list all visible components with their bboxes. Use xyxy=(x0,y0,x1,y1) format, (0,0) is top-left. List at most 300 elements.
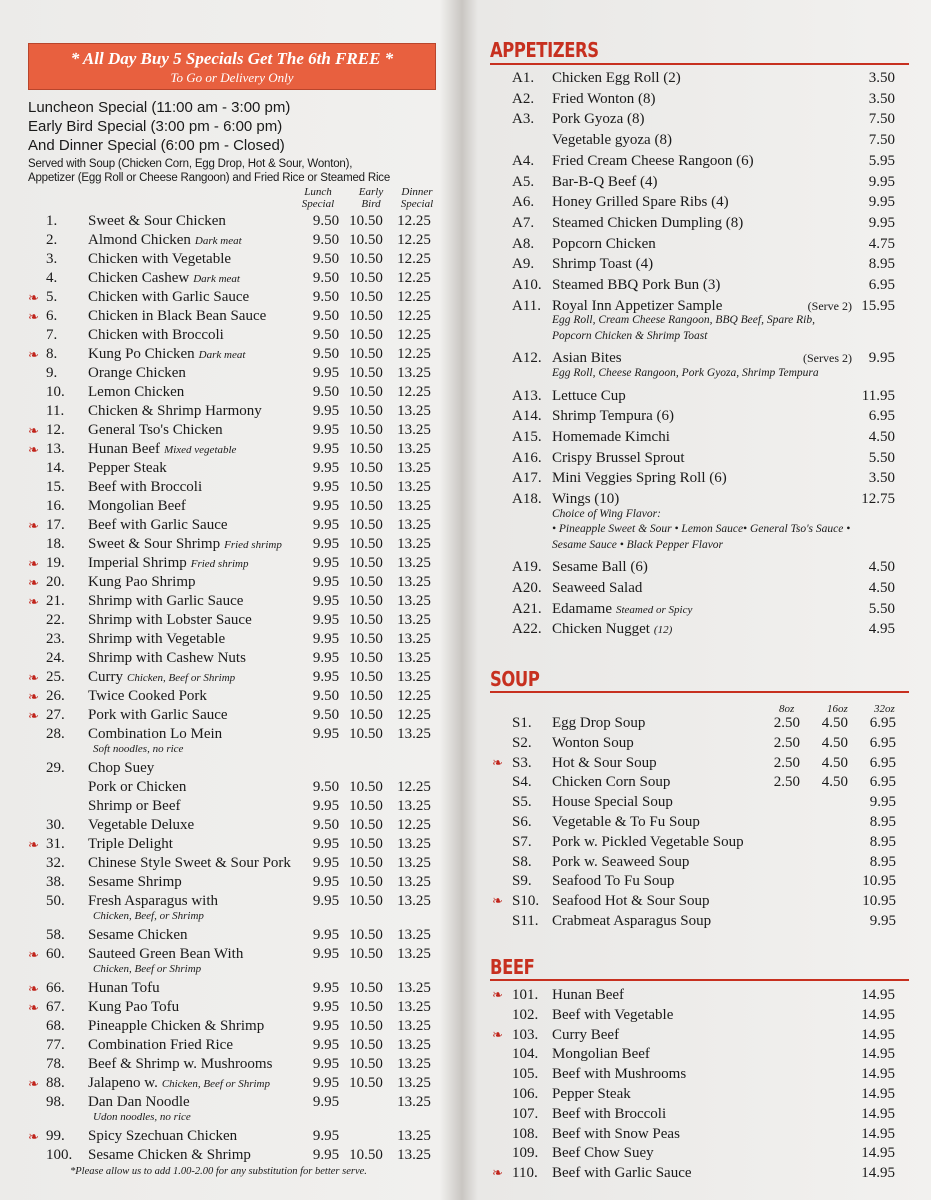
appetizer-price: 4.95 xyxy=(868,621,895,638)
appetizer-name xyxy=(552,109,644,129)
special-name xyxy=(88,998,179,1017)
special-number: 26. xyxy=(46,688,65,704)
early-bird-price: 10.50 xyxy=(349,980,383,996)
lunch-price: 9.95 xyxy=(312,574,340,590)
special-name xyxy=(88,1093,190,1112)
special-name xyxy=(88,778,186,797)
lunch-price: 9.95 xyxy=(312,946,340,962)
special-number: 15. xyxy=(46,479,65,495)
chili-pepper-icon: ❧ xyxy=(28,981,39,996)
lunch-price: 9.95 xyxy=(312,612,340,628)
appetizer-name xyxy=(552,468,727,488)
early-bird-price: 10.50 xyxy=(349,346,383,362)
chili-pepper-icon: ❧ xyxy=(492,754,503,770)
early-bird-price: 10.50 xyxy=(349,384,383,400)
beef-number: 103. xyxy=(512,1026,539,1043)
dinner-price: 13.25 xyxy=(397,1018,431,1034)
special-name xyxy=(88,383,184,402)
special-row xyxy=(0,1036,462,1055)
served-with-note xyxy=(28,157,390,185)
beef-price: 14.95 xyxy=(861,1046,895,1063)
special-number: 58. xyxy=(46,927,65,943)
special-name xyxy=(88,1017,264,1036)
beef-rule xyxy=(490,979,909,981)
promo-subtitle: To Go or Delivery Only xyxy=(170,70,294,85)
appetizer-price: 4.50 xyxy=(868,429,895,445)
special-row xyxy=(0,459,462,478)
early-bird-price: 10.50 xyxy=(349,365,383,381)
chili-pepper-icon: ❧ xyxy=(28,442,39,457)
serve-count: (Serve 2) xyxy=(807,298,852,313)
special-row xyxy=(0,478,462,497)
price-32oz: 8.95 xyxy=(869,814,896,830)
dinner-price: 12.25 xyxy=(397,213,431,229)
appetizer-name xyxy=(552,406,674,426)
early-bird-price: 10.50 xyxy=(349,836,383,852)
special-row xyxy=(0,383,462,402)
special-name-text: Sesame Shrimp xyxy=(88,874,182,890)
served-line-1: Served with Soup (Chicken Corn, Egg Drop, Hot & Sour, Wonton), xyxy=(28,158,353,170)
appetizer-name-text: Crispy Brussel Sprout xyxy=(552,449,685,466)
special-name xyxy=(88,592,243,611)
early-bird-price: 10.50 xyxy=(349,251,383,267)
appetizer-row xyxy=(478,619,918,639)
chili-pepper-icon: ❧ xyxy=(28,837,39,852)
special-number: 29. xyxy=(46,760,65,776)
lunch-price: 9.95 xyxy=(312,1037,340,1053)
early-bird-price: 10.50 xyxy=(349,498,383,514)
early-bird-price: 10.50 xyxy=(349,612,383,628)
soup-title: SOUP xyxy=(490,667,540,691)
early-bird-price: 10.50 xyxy=(349,479,383,495)
appetizer-name xyxy=(552,192,729,212)
dinner-price: 13.25 xyxy=(397,536,431,552)
chili-pepper-icon: ❧ xyxy=(28,518,39,533)
special-number: 50. xyxy=(46,893,65,909)
dinner-price: 13.25 xyxy=(397,422,431,438)
lunch-price: 9.95 xyxy=(312,999,340,1015)
early-bird-price: 10.50 xyxy=(349,1037,383,1053)
appetizer-name-text: Fried Cream Cheese Rangoon (6) xyxy=(552,152,754,169)
appetizer-name-text: Seaweed Salad xyxy=(552,580,643,596)
special-name-text: Beef with Broccoli xyxy=(88,479,203,495)
special-name-text: Sweet & Sour Shrimp xyxy=(88,536,221,552)
special-row xyxy=(0,231,462,250)
special-number: 100. xyxy=(46,1147,73,1163)
special-subnote: Chicken, Beef or Shrimp xyxy=(93,963,202,975)
lunch-price: 9.95 xyxy=(312,1094,340,1110)
promo-title: * All Day Buy 5 Specials Get The 6th FREE * xyxy=(70,49,394,68)
chili-pepper-icon: ❧ xyxy=(492,987,503,1002)
special-name xyxy=(88,873,182,892)
special-name xyxy=(88,797,180,816)
beef-row xyxy=(478,1163,918,1183)
lunch-price: 9.95 xyxy=(312,980,340,996)
lunch-price: 9.50 xyxy=(312,779,340,795)
special-row xyxy=(0,1074,462,1093)
lunch-price: 9.95 xyxy=(312,536,340,552)
special-row xyxy=(0,307,462,326)
special-number: 23. xyxy=(46,631,65,647)
dinner-price: 12.25 xyxy=(397,270,431,286)
appetizer-price: 15.95 xyxy=(861,297,895,314)
dinner-price: 13.25 xyxy=(397,1147,431,1163)
special-name xyxy=(88,706,228,725)
soup-name: Pork w. Pickled Vegetable Soup xyxy=(552,833,744,850)
special-row xyxy=(0,725,462,744)
appetizer-number: A8. xyxy=(512,235,535,252)
appetizer-row xyxy=(478,109,918,129)
special-name xyxy=(88,288,249,307)
special-name xyxy=(88,573,196,592)
price-8oz: 2.50 xyxy=(773,774,800,791)
special-number: 66. xyxy=(46,980,65,996)
soup-name: Crabmeat Asparagus Soup xyxy=(552,913,712,929)
dinner-price: 13.25 xyxy=(397,836,431,852)
early-bird-price: 10.50 xyxy=(349,669,383,685)
special-row xyxy=(0,797,462,816)
special-name-text: Imperial Shrimp xyxy=(88,555,187,571)
lunch-price: 9.95 xyxy=(312,874,340,890)
lunch-price: 9.95 xyxy=(312,1075,340,1091)
chili-pepper-icon: ❧ xyxy=(28,708,39,723)
price-32oz: 8.95 xyxy=(869,833,896,850)
appetizer-description: Egg Roll, Cream Cheese Rangoon, BBQ Beef, Spare Rib, xyxy=(552,314,815,327)
special-name-text: Triple Delight xyxy=(88,836,173,852)
special-name-text: General Tso's Chicken xyxy=(88,422,223,438)
soup-row xyxy=(478,852,918,872)
dinner-price: 13.25 xyxy=(397,1128,431,1144)
lunch-price: 9.95 xyxy=(312,893,340,909)
soup-number: S6. xyxy=(512,814,532,830)
luncheon-hours: Luncheon Special (11:00 am - 3:00 pm) xyxy=(28,99,291,116)
dinner-price: 13.25 xyxy=(397,946,431,962)
lunch-price: 9.95 xyxy=(312,1056,340,1072)
dinner-price: 13.25 xyxy=(397,574,431,590)
soup-name: Egg Drop Soup xyxy=(552,715,646,731)
dinner-price: 13.25 xyxy=(397,1094,431,1110)
special-name xyxy=(88,611,252,630)
special-name-text: Shrimp with Lobster Sauce xyxy=(88,612,252,628)
special-row xyxy=(0,402,462,421)
lunch-price: 9.95 xyxy=(312,422,340,438)
appetizer-row xyxy=(478,275,918,295)
beef-row xyxy=(478,1064,918,1084)
special-row xyxy=(0,1093,462,1112)
special-number: 32. xyxy=(46,855,65,871)
special-name-text: Hunan Beef xyxy=(88,441,161,457)
special-row xyxy=(0,873,462,892)
lunch-price: 9.95 xyxy=(312,631,340,647)
special-row xyxy=(0,945,462,964)
early-bird-price: 10.50 xyxy=(349,927,383,943)
soup-row xyxy=(478,891,918,911)
special-name xyxy=(88,668,235,688)
special-name xyxy=(88,759,154,778)
early-bird-price: 10.50 xyxy=(349,726,383,742)
dinner-hours: And Dinner Special (6:00 pm - Closed) xyxy=(28,137,285,154)
special-number: 14. xyxy=(46,460,65,476)
beef-row xyxy=(478,1104,918,1124)
lunch-price: 9.50 xyxy=(312,688,340,704)
beef-number: 105. xyxy=(512,1066,539,1083)
special-name xyxy=(88,250,231,269)
special-name-text: Orange Chicken xyxy=(88,365,186,381)
soup-number: S10. xyxy=(512,893,540,910)
lunch-price: 9.50 xyxy=(312,213,340,229)
special-number: 22. xyxy=(46,612,65,628)
dinner-price: 13.25 xyxy=(397,980,431,996)
soup-name: Chicken Corn Soup xyxy=(552,774,671,791)
early-bird-price: 10.50 xyxy=(349,855,383,871)
special-row xyxy=(0,835,462,854)
special-row xyxy=(0,288,462,307)
special-row xyxy=(0,759,462,778)
special-name-text: Chicken with Vegetable xyxy=(88,251,232,267)
lunch-price: 9.95 xyxy=(312,1147,340,1163)
early-bird-price: 10.50 xyxy=(349,946,383,962)
chili-pepper-icon: ❧ xyxy=(492,1026,503,1042)
dinner-price: 13.25 xyxy=(397,460,431,476)
early-bird-price: 10.50 xyxy=(349,631,383,647)
special-name-text: Shrimp with Cashew Nuts xyxy=(88,650,246,666)
special-number: 9. xyxy=(46,365,58,381)
special-row xyxy=(0,998,462,1017)
appetizer-row xyxy=(478,406,918,426)
special-name-text: Almond Chicken xyxy=(88,232,191,248)
soup-number: S11. xyxy=(512,913,539,929)
special-name-text: Chop Suey xyxy=(88,760,155,776)
appetizer-row xyxy=(478,68,918,88)
special-name-text: Mongolian Beef xyxy=(88,498,186,514)
special-name-text: Hunan Tofu xyxy=(88,980,160,996)
appetizer-number: A10. xyxy=(512,277,542,293)
dinner-price: 12.25 xyxy=(397,289,431,305)
special-number: 18. xyxy=(46,536,65,552)
price-32oz: 6.95 xyxy=(869,754,896,771)
early-bird-hours: Early Bird Special (3:00 pm - 6:00 pm) xyxy=(28,118,283,135)
lunch-price: 9.50 xyxy=(312,817,340,833)
price-32oz: 6.95 xyxy=(869,715,896,731)
lunch-price: 9.50 xyxy=(312,327,340,343)
lunch-price: 9.50 xyxy=(312,707,340,723)
special-subnote: Chicken, Beef, or Shrimp xyxy=(93,910,204,922)
dinner-price: 13.25 xyxy=(397,498,431,514)
special-name xyxy=(88,402,262,421)
special-name xyxy=(88,231,242,251)
special-row xyxy=(0,440,462,459)
special-name xyxy=(88,725,222,744)
dinner-price: 12.25 xyxy=(397,308,431,324)
lunch-price: 9.95 xyxy=(312,555,340,571)
lunch-price: 9.95 xyxy=(312,726,340,742)
special-name xyxy=(88,364,186,383)
lunch-price: 9.95 xyxy=(312,365,340,381)
appetizer-name-text: Homemade Kimchi xyxy=(552,429,670,445)
lunch-price: 9.50 xyxy=(312,384,340,400)
beef-number: 106. xyxy=(512,1086,539,1102)
lunch-price: 9.95 xyxy=(312,498,340,514)
special-name-text: Lemon Chicken xyxy=(88,384,185,400)
dinner-price: 13.25 xyxy=(397,517,431,533)
lunch-price: 9.95 xyxy=(312,460,340,476)
appetizer-price: 9.95 xyxy=(868,173,895,190)
special-name-text: Fresh Asparagus with xyxy=(88,893,218,909)
dinner-price: 13.25 xyxy=(397,874,431,890)
special-name xyxy=(88,554,248,574)
appetizer-number: A3. xyxy=(512,111,535,128)
lunch-price: 9.95 xyxy=(312,403,340,419)
early-bird-price: 10.50 xyxy=(349,999,383,1015)
special-note: Fried shrimp xyxy=(190,558,249,570)
chili-pepper-icon: ❧ xyxy=(28,1129,39,1144)
special-row xyxy=(0,816,462,835)
special-name-text: Shrimp with Garlic Sauce xyxy=(88,593,244,609)
dinner-price: 13.25 xyxy=(397,1037,431,1053)
special-row xyxy=(0,1055,462,1074)
special-row xyxy=(0,611,462,630)
lunch-price: 9.95 xyxy=(312,593,340,609)
soup-number: S9. xyxy=(512,873,532,890)
special-number: 4. xyxy=(46,270,58,286)
appetizer-number: A7. xyxy=(512,214,535,231)
appetizer-row xyxy=(478,89,918,109)
special-name-text: Shrimp with Vegetable xyxy=(88,631,226,647)
appetizer-name xyxy=(552,89,656,109)
special-number: 3. xyxy=(46,251,58,267)
early-bird-price: 10.50 xyxy=(349,574,383,590)
beef-price: 14.95 xyxy=(861,1145,895,1162)
soup-number: S3. xyxy=(512,754,532,771)
appetizer-name xyxy=(552,427,670,447)
appetizer-note: Steamed or Spicy xyxy=(615,603,693,616)
appetizer-price: 8.95 xyxy=(868,256,895,273)
early-bird-price: 10.50 xyxy=(349,1075,383,1091)
price-16oz: 4.50 xyxy=(821,734,848,751)
appetizer-row xyxy=(478,489,918,509)
special-number: 2. xyxy=(46,232,58,248)
lunch-price: 9.95 xyxy=(312,441,340,457)
special-row xyxy=(0,1017,462,1036)
soup-number: S7. xyxy=(512,833,532,850)
appetizer-number: A2. xyxy=(512,90,535,107)
special-row xyxy=(0,854,462,873)
special-number: 6. xyxy=(46,308,58,324)
special-row xyxy=(0,926,462,945)
soup-row xyxy=(478,753,918,773)
soup-number: S8. xyxy=(512,853,532,870)
special-name xyxy=(88,687,207,706)
appetizer-number: A15. xyxy=(512,429,542,445)
lunch-price: 9.95 xyxy=(312,1128,340,1144)
price-32oz: 9.95 xyxy=(869,913,896,929)
special-name-text: Dan Dan Noodle xyxy=(88,1094,190,1110)
special-name-text: Beef & Shrimp w. Mushrooms xyxy=(88,1056,273,1072)
chili-pepper-icon: ❧ xyxy=(28,947,39,962)
beef-price: 14.95 xyxy=(861,1026,895,1043)
appetizer-row xyxy=(478,192,918,212)
lunch-price: 9.50 xyxy=(312,251,340,267)
soup-name: House Special Soup xyxy=(552,794,673,811)
dinner-price: 13.25 xyxy=(397,927,431,943)
special-number: 38. xyxy=(46,874,65,890)
appetizer-name-text: Chicken Egg Roll (2) xyxy=(552,70,681,86)
early-column-header: Early Bird xyxy=(358,186,384,210)
beef-price: 14.95 xyxy=(861,1066,895,1083)
special-note: Dark meat xyxy=(194,235,242,247)
early-bird-price: 10.50 xyxy=(349,893,383,909)
appetizer-price: 9.95 xyxy=(868,350,895,367)
appetizer-name-text: Wings (10) xyxy=(552,491,620,508)
special-row xyxy=(0,345,462,364)
special-row xyxy=(0,364,462,383)
lunch-price: 9.95 xyxy=(312,798,340,814)
appetizer-number: A14. xyxy=(512,408,542,425)
special-number: 31. xyxy=(46,836,65,852)
lunch-price: 9.95 xyxy=(312,669,340,685)
special-name xyxy=(88,535,282,555)
special-name xyxy=(88,212,226,231)
special-name xyxy=(88,345,245,365)
beef-number: 104. xyxy=(512,1046,539,1063)
appetizer-price: 4.50 xyxy=(868,559,895,576)
size-16oz: 16oz xyxy=(827,703,848,715)
special-name-text: Twice Cooked Pork xyxy=(88,688,207,704)
dinner-price: 13.25 xyxy=(397,798,431,814)
appetizer-name xyxy=(552,275,720,295)
soup-row xyxy=(478,733,918,753)
special-number: 19. xyxy=(46,555,65,571)
special-number: 5. xyxy=(46,289,58,305)
chili-pepper-icon: ❧ xyxy=(492,893,503,909)
special-number: 16. xyxy=(46,498,65,514)
chili-pepper-icon: ❧ xyxy=(28,556,39,571)
special-name-text: Spicy Szechuan Chicken xyxy=(88,1128,238,1144)
special-number: 98. xyxy=(46,1094,65,1110)
soup-row xyxy=(478,832,918,852)
lunch-price: 9.50 xyxy=(312,308,340,324)
appetizer-name xyxy=(552,172,658,192)
dinner-price: 13.25 xyxy=(397,631,431,647)
special-name-text: Sauteed Green Bean With xyxy=(88,946,244,962)
appetizer-price: 4.75 xyxy=(868,235,895,252)
early-bird-price: 10.50 xyxy=(349,779,383,795)
early-bird-price: 10.50 xyxy=(349,422,383,438)
price-32oz: 10.95 xyxy=(862,873,896,890)
special-name xyxy=(88,979,160,998)
soup-name: Wonton Soup xyxy=(552,734,634,751)
special-name xyxy=(88,630,225,649)
appetizer-name-text: Pork Gyoza (8) xyxy=(552,111,645,128)
special-name-text: Jalapeno w. xyxy=(88,1075,158,1091)
appetizer-row xyxy=(478,254,918,274)
beef-name: Mongolian Beef xyxy=(552,1046,650,1063)
lunch-price: 9.95 xyxy=(312,517,340,533)
soup-row xyxy=(478,772,918,792)
appetizer-price: 3.50 xyxy=(868,90,895,107)
special-row xyxy=(0,1127,462,1146)
special-name xyxy=(88,269,240,289)
appetizer-row xyxy=(478,234,918,254)
special-row xyxy=(0,649,462,668)
appetizer-number: A5. xyxy=(512,173,535,190)
dinner-price: 13.25 xyxy=(397,1075,431,1091)
promo-banner xyxy=(28,43,436,90)
appetizer-row xyxy=(478,468,918,488)
special-row xyxy=(0,592,462,611)
beef-name: Beef Chow Suey xyxy=(552,1145,654,1162)
appetizer-description: Popcorn Chicken & Shrimp Toast xyxy=(552,329,708,342)
